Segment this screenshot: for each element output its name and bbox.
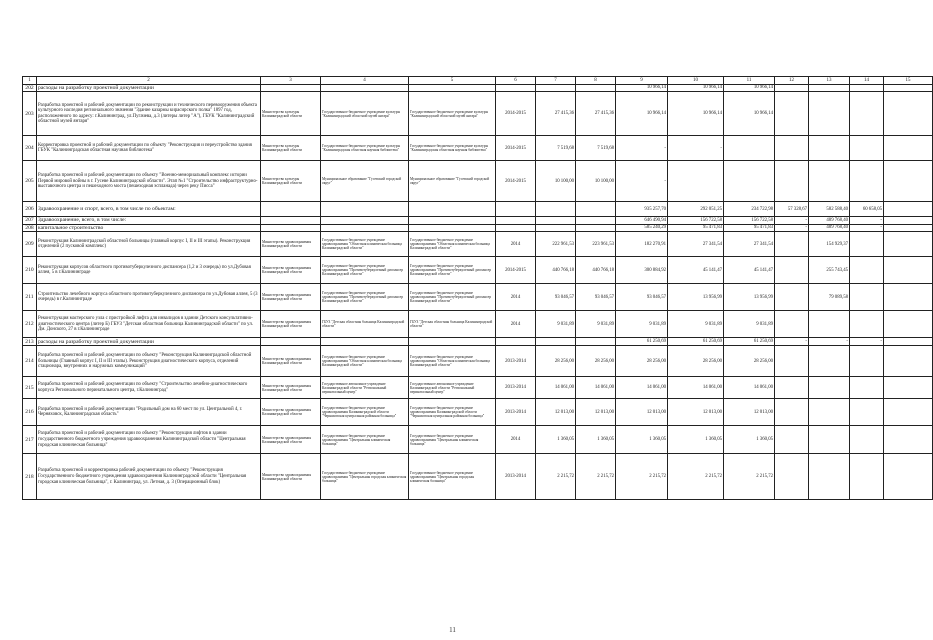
table-cell bbox=[409, 224, 496, 231]
table-cell: 2014 bbox=[496, 426, 536, 454]
table-cell: Государственное автономное учреждение Калининградской области "Региональный перинатальный центр" bbox=[409, 377, 496, 399]
table-cell bbox=[775, 257, 809, 284]
table-cell bbox=[668, 161, 724, 202]
table-cell bbox=[884, 346, 933, 377]
table-cell: 45 141,47 bbox=[724, 257, 775, 284]
table-cell: 61 250,69 bbox=[668, 338, 724, 346]
table-cell bbox=[261, 224, 321, 231]
table-cell: 12 013,00 bbox=[576, 399, 616, 426]
table-cell: 292 051,25 bbox=[668, 202, 724, 217]
table-cell bbox=[850, 92, 884, 136]
table-cell bbox=[884, 85, 933, 92]
table-cell: Государственное бюджетное учреждение здравоохранения "Центральная клиническая больница" bbox=[321, 426, 409, 454]
table-cell bbox=[536, 338, 576, 346]
table-cell bbox=[775, 377, 809, 399]
column-number-cell: 5 bbox=[409, 77, 496, 85]
column-number-cell: 3 bbox=[261, 77, 321, 85]
table-cell: 12 013,00 bbox=[536, 399, 576, 426]
table-cell: 10 966,14 bbox=[724, 85, 775, 92]
row-number-cell: 215 bbox=[23, 377, 37, 399]
table-row bbox=[23, 92, 933, 136]
table-cell: Министерство культуры Калининградской области bbox=[261, 161, 321, 202]
table-cell bbox=[884, 217, 933, 224]
table-row bbox=[23, 426, 933, 454]
table-cell: 12 013,00 bbox=[616, 399, 668, 426]
table-row bbox=[23, 346, 933, 377]
row-number-cell: 211 bbox=[23, 284, 37, 311]
table-cell: 14 061,00 bbox=[536, 377, 576, 399]
table-cell bbox=[809, 454, 850, 500]
table-cell: 585 240,29 bbox=[616, 224, 668, 231]
table-cell: ГБУЗ "Детская областная больница Калининградской области" bbox=[321, 311, 409, 338]
table-cell bbox=[409, 85, 496, 92]
table-cell: - bbox=[775, 224, 809, 231]
table-cell bbox=[809, 85, 850, 92]
table-cell: - bbox=[850, 217, 884, 224]
row-number-cell: 203 bbox=[23, 92, 37, 136]
table-cell: 60 658,05 bbox=[850, 202, 884, 217]
column-number-header-row bbox=[23, 77, 933, 85]
table-cell: 2014 bbox=[496, 232, 536, 257]
table-cell: 255 743,45 bbox=[809, 257, 850, 284]
object-name-cell: Строительство лечебного корпуса областного противотуберкулезного диспансера по ул.Дубовая аллея, 5 (3 очередь) в г.Калининграде bbox=[37, 284, 261, 311]
table-cell bbox=[850, 311, 884, 338]
table-cell bbox=[850, 232, 884, 257]
table-cell: - bbox=[809, 338, 850, 346]
table-row bbox=[23, 161, 933, 202]
table-cell bbox=[884, 284, 933, 311]
object-name-cell: Разработка проектной и рабочей документации по объекту "Строительство лечебно-диагностического корпуса Регионального перинатального центра, г.Калининград" bbox=[37, 377, 261, 399]
table-cell: Государственное бюджетное учреждение здравоохранения "Противотуберкулезный диспансер Калининградской области" bbox=[321, 284, 409, 311]
table-cell: 582 588,40 bbox=[809, 202, 850, 217]
row-number-cell: 205 bbox=[23, 161, 37, 202]
row-number-cell: 216 bbox=[23, 399, 37, 426]
table-cell bbox=[576, 217, 616, 224]
table-cell: 2014-2015 bbox=[496, 161, 536, 202]
table-cell: 12 013,00 bbox=[724, 399, 775, 426]
table-cell: Министерство культуры Калининградской области bbox=[261, 92, 321, 136]
table-cell: Министерство культуры Калининградской области bbox=[261, 136, 321, 161]
table-cell: 10 966,14 bbox=[616, 85, 668, 92]
table-cell: 93 046,57 bbox=[536, 284, 576, 311]
table-cell: Министерство здравоохранения Калининградской области bbox=[261, 257, 321, 284]
table-row bbox=[23, 224, 933, 231]
table-row bbox=[23, 338, 933, 346]
table-cell: - bbox=[616, 161, 668, 202]
table-cell bbox=[809, 161, 850, 202]
table-cell: 28 256,00 bbox=[668, 346, 724, 377]
table-cell bbox=[884, 399, 933, 426]
table-cell: 2 215,72 bbox=[536, 454, 576, 500]
object-name-cell: Разработка проектной и рабочей документации по объекту "Реконструкция Калининградской областной больницы (Главный корпус I, II и III этапы). Реконструкция диагностического корпуса, отделений стационара, внутренних и наружных коммуникаций" bbox=[37, 346, 261, 377]
table-cell bbox=[809, 399, 850, 426]
column-number-cell: 7 bbox=[536, 77, 576, 85]
table-cell: 79 089,58 bbox=[809, 284, 850, 311]
table-cell: 9 031,89 bbox=[668, 311, 724, 338]
table-cell bbox=[884, 338, 933, 346]
table-cell bbox=[775, 426, 809, 454]
object-name-cell: Разработка проектной и корректировка рабочей документации по объекту "Реконструкция Государственного бюджетного учреждения здравоохранения Калининградской области "Центральная городская клиническая больница", г. Калининград, ул. Летная, д. 3 (Операционный блок) bbox=[37, 454, 261, 500]
column-number-cell: 12 bbox=[775, 77, 809, 85]
table-cell bbox=[775, 284, 809, 311]
table-cell: Государственное бюджетное учреждение здравоохранения "Центральная городская клиническая больница" bbox=[321, 454, 409, 500]
table-cell bbox=[775, 454, 809, 500]
table-cell: 2013-2014 bbox=[496, 454, 536, 500]
column-number-cell: 6 bbox=[496, 77, 536, 85]
table-cell: Муниципальное образование "Гусевский городской округ" bbox=[321, 161, 409, 202]
table-cell: Министерство здравоохранения Калининградской области bbox=[261, 426, 321, 454]
table-cell bbox=[850, 454, 884, 500]
table-cell bbox=[775, 399, 809, 426]
table-cell: 222 961,53 bbox=[536, 232, 576, 257]
table-row bbox=[23, 311, 933, 338]
column-number-cell: 10 bbox=[668, 77, 724, 85]
table-cell: 9 031,89 bbox=[616, 311, 668, 338]
table-cell: 234 722,98 bbox=[724, 202, 775, 217]
table-cell: 182 270,91 bbox=[616, 232, 668, 257]
table-cell bbox=[775, 232, 809, 257]
table-cell: 223 961,53 bbox=[576, 232, 616, 257]
table-cell: Министерство здравоохранения Калининградской области bbox=[261, 346, 321, 377]
table-cell: 27 341,54 bbox=[724, 232, 775, 257]
table-cell bbox=[775, 85, 809, 92]
table-cell bbox=[809, 426, 850, 454]
table-cell bbox=[576, 224, 616, 231]
row-number-cell: 214 bbox=[23, 346, 37, 377]
table-cell bbox=[884, 426, 933, 454]
table-cell: 2014-2015 bbox=[496, 136, 536, 161]
object-name-cell: Здравоохранение, всего, в том числе: bbox=[37, 217, 261, 224]
column-number-cell: 9 bbox=[616, 77, 668, 85]
object-name-cell: Корректировка проектной и рабочей документации по объекту "Реконструкция и переустройство здания ГБУК "Калининградская областная научная библиотека" bbox=[37, 136, 261, 161]
table-cell bbox=[884, 377, 933, 399]
table-cell bbox=[536, 224, 576, 231]
table-cell: 2014 bbox=[496, 311, 536, 338]
table-cell: 10 966,14 bbox=[724, 92, 775, 136]
table-cell: Государственное бюджетное учреждение культуры "Калининградский областной музей янтаря" bbox=[409, 92, 496, 136]
table-cell: Государственное бюджетное учреждение здравоохранения "Противотуберкулезный диспансер Калининградской области" bbox=[409, 284, 496, 311]
table-cell: 2013-2014 bbox=[496, 346, 536, 377]
row-number-cell: 213 bbox=[23, 338, 37, 346]
table-cell bbox=[724, 136, 775, 161]
table-cell bbox=[496, 202, 536, 217]
object-name-cell: Реконструкция корпусов областного противотуберкулезного диспансера (1,2 и 3 очередь) по ул.Дубовая аллея, 5 в г.Калининграде bbox=[37, 257, 261, 284]
table-row bbox=[23, 217, 933, 224]
table-cell bbox=[496, 85, 536, 92]
table-cell bbox=[321, 85, 409, 92]
table-cell: 27 341,54 bbox=[668, 232, 724, 257]
column-number-cell: 15 bbox=[884, 77, 933, 85]
table-cell bbox=[884, 232, 933, 257]
row-number-cell: 206 bbox=[23, 202, 37, 217]
table-cell: Государственное бюджетное учреждение культуры "Калининградская областная научная библиотека" bbox=[409, 136, 496, 161]
table-cell bbox=[850, 399, 884, 426]
object-name-cell: Разработка проектной и рабочей документации по реконструкции и технического перевооружения объекта культурного наследия регионального значения "Здание казармы кирасирского полка" 1897 год, расположенного по адресу: г.Калининград, ул.Пугачева, д.3 (литеры литер "А"), ГБУК "Калининградский областной музей янтаря" bbox=[37, 92, 261, 136]
page-number: 11 bbox=[449, 626, 456, 634]
table-cell: 93 046,57 bbox=[576, 284, 616, 311]
table-cell: 27 415,36 bbox=[576, 92, 616, 136]
table-cell: 61 250,69 bbox=[724, 338, 775, 346]
table-cell: 2 215,72 bbox=[616, 454, 668, 500]
table-cell bbox=[536, 202, 576, 217]
row-number-cell: 217 bbox=[23, 426, 37, 454]
column-number-cell: 13 bbox=[809, 77, 850, 85]
table-cell bbox=[850, 426, 884, 454]
table-cell: 1 360,05 bbox=[536, 426, 576, 454]
table-cell: Государственное бюджетное учреждение здравоохранения "Центральная клиническая больница" bbox=[409, 426, 496, 454]
table-cell bbox=[261, 85, 321, 92]
row-number-cell: 207 bbox=[23, 217, 37, 224]
object-name-cell: расходы на разработку проектной документации bbox=[37, 85, 261, 92]
object-name-cell: расходы на разработку проектной документации bbox=[37, 338, 261, 346]
table-cell: Государственное бюджетное учреждение здравоохранения "Областная клиническая больница Калининградской области" bbox=[321, 232, 409, 257]
table-cell: 9 031,89 bbox=[536, 311, 576, 338]
table-cell: Министерство здравоохранения Калининградской области bbox=[261, 311, 321, 338]
table-cell: 2013-2014 bbox=[496, 377, 536, 399]
table-cell bbox=[409, 338, 496, 346]
table-cell bbox=[496, 217, 536, 224]
table-cell bbox=[850, 85, 884, 92]
table-cell: 45 141,47 bbox=[668, 257, 724, 284]
table-row bbox=[23, 257, 933, 284]
table-row bbox=[23, 136, 933, 161]
table-cell bbox=[261, 202, 321, 217]
table-cell bbox=[809, 92, 850, 136]
table-cell bbox=[884, 224, 933, 231]
table-cell: 28 256,00 bbox=[536, 346, 576, 377]
table-cell: 2 215,72 bbox=[724, 454, 775, 500]
table-cell bbox=[850, 161, 884, 202]
table-cell bbox=[576, 85, 616, 92]
object-name-cell: Разработка проектной и рабочей документации "Родильный дом на 60 мест по ул. Центральной 4, г. Черняховск, Калининградская область" bbox=[37, 399, 261, 426]
table-cell: 2014 bbox=[496, 284, 536, 311]
row-number-cell: 208 bbox=[23, 224, 37, 231]
table-cell bbox=[884, 311, 933, 338]
table-cell bbox=[321, 338, 409, 346]
table-cell bbox=[321, 202, 409, 217]
table-cell bbox=[724, 161, 775, 202]
table-cell: Министерство здравоохранения Калининградской области bbox=[261, 377, 321, 399]
table-cell: ГБУЗ "Детская областная больница Калининградской области" bbox=[409, 311, 496, 338]
table-cell: Государственное бюджетное учреждение здравоохранения "Центральная городская клиническая больница" bbox=[409, 454, 496, 500]
table-cell: 61 250,69 bbox=[616, 338, 668, 346]
table-cell: 646 490,94 bbox=[616, 217, 668, 224]
table-cell: 28 256,00 bbox=[616, 346, 668, 377]
row-number-cell: 218 bbox=[23, 454, 37, 500]
table-cell: 1 360,05 bbox=[616, 426, 668, 454]
table-cell: 14 061,00 bbox=[576, 377, 616, 399]
table-cell: 57 328,67 bbox=[775, 202, 809, 217]
table-cell: Муниципальное образование "Гусевский городской округ" bbox=[409, 161, 496, 202]
table-cell: Государственное бюджетное учреждение культуры "Калининградская областная научная библиотека" bbox=[321, 136, 409, 161]
table-cell: - bbox=[668, 136, 724, 161]
table-cell bbox=[496, 338, 536, 346]
table-cell: - bbox=[850, 338, 884, 346]
table-cell: 14 061,00 bbox=[724, 377, 775, 399]
table-cell: 9 031,89 bbox=[724, 311, 775, 338]
table-cell: 7 519,68 bbox=[536, 136, 576, 161]
table-cell bbox=[809, 346, 850, 377]
table-cell: Государственное бюджетное учреждение здравоохранения "Противотуберкулезный диспансер Калининградской области" bbox=[409, 257, 496, 284]
table-cell: 95 471,83 bbox=[668, 224, 724, 231]
table-cell: 13 956,99 bbox=[668, 284, 724, 311]
table-cell bbox=[809, 377, 850, 399]
table-cell bbox=[576, 202, 616, 217]
column-number-cell: 4 bbox=[321, 77, 409, 85]
table-cell: Государственное автономное учреждение Калининградской области "Региональный перинатальный центр" bbox=[321, 377, 409, 399]
table-cell: 7 519,68 bbox=[576, 136, 616, 161]
table-cell: 489 768,40 bbox=[809, 224, 850, 231]
table-cell: Государственное бюджетное учреждение здравоохранения "Областная клиническая больница Калининградской области" bbox=[321, 346, 409, 377]
object-name-cell: Разработка проектной и рабочей документации по объекту "Реконструкция лифтов в здании государственного бюджетного учреждения здравоохранения Калининградской области "Центральная городская клиническая больница" bbox=[37, 426, 261, 454]
table-cell bbox=[775, 311, 809, 338]
object-name-cell: Здравоохранение и спорт, всего, в том числе по объектам: bbox=[37, 202, 261, 217]
table-cell bbox=[850, 257, 884, 284]
row-number-cell: 210 bbox=[23, 257, 37, 284]
column-number-cell: 14 bbox=[850, 77, 884, 85]
table-cell: 300 884,92 bbox=[616, 257, 668, 284]
table-cell: 1 360,05 bbox=[668, 426, 724, 454]
table-cell: Государственное бюджетное учреждение культуры "Калининградский областной музей янтаря" bbox=[321, 92, 409, 136]
table-cell bbox=[884, 92, 933, 136]
table-cell: Государственное бюджетное учреждение здравоохранения Калининградской области "Черняховская центральная районная больница" bbox=[321, 399, 409, 426]
object-name-cell: Реконструкция Калининградской областной больницы (главный корпус I, II и III этапы). Реконструкция отделений (2 пусковой комплекс) bbox=[37, 232, 261, 257]
table-cell: 2 215,72 bbox=[668, 454, 724, 500]
table-row bbox=[23, 284, 933, 311]
table-cell: 2 215,72 bbox=[576, 454, 616, 500]
table-row bbox=[23, 202, 933, 217]
table-cell bbox=[775, 136, 809, 161]
table-row bbox=[23, 454, 933, 500]
table-row bbox=[23, 377, 933, 399]
table-cell: 10 966,14 bbox=[668, 85, 724, 92]
table-cell bbox=[775, 161, 809, 202]
table-cell: - bbox=[616, 136, 668, 161]
table-cell: 9 031,89 bbox=[576, 311, 616, 338]
table-cell: 2013-2014 bbox=[496, 399, 536, 426]
table-cell bbox=[775, 346, 809, 377]
table-cell: 440 766,18 bbox=[536, 257, 576, 284]
table-cell bbox=[850, 377, 884, 399]
table-cell: Министерство здравоохранения Калининградской области bbox=[261, 399, 321, 426]
table-cell bbox=[850, 284, 884, 311]
table-cell: Государственное бюджетное учреждение здравоохранения "Противотуберкулезный диспансер Калининградской области" bbox=[321, 257, 409, 284]
table-cell bbox=[884, 161, 933, 202]
row-number-cell: 202 bbox=[23, 85, 37, 92]
table-cell bbox=[884, 454, 933, 500]
table-cell: Министерство здравоохранения Калининградской области bbox=[261, 454, 321, 500]
table-cell: 154 929,37 bbox=[809, 232, 850, 257]
column-number-cell: 2 bbox=[37, 77, 261, 85]
row-number-cell: 212 bbox=[23, 311, 37, 338]
table-cell bbox=[496, 224, 536, 231]
table-cell bbox=[409, 202, 496, 217]
table-cell bbox=[850, 136, 884, 161]
table-cell: 489 768,40 bbox=[809, 217, 850, 224]
table-cell: 440 766,18 bbox=[576, 257, 616, 284]
table-cell: 27 415,36 bbox=[536, 92, 576, 136]
table-cell: Государственное бюджетное учреждение здравоохранения "Областная клиническая больница Калининградской области" bbox=[409, 346, 496, 377]
table-row bbox=[23, 399, 933, 426]
table-cell: 93 046,57 bbox=[616, 284, 668, 311]
table-cell bbox=[261, 338, 321, 346]
table-cell: 28 256,00 bbox=[576, 346, 616, 377]
table-cell bbox=[850, 346, 884, 377]
table-row bbox=[23, 232, 933, 257]
table-cell: 10 966,14 bbox=[616, 92, 668, 136]
table-cell bbox=[409, 217, 496, 224]
table-cell: 95 471,83 bbox=[724, 224, 775, 231]
table-cell: 2014-2015 bbox=[496, 92, 536, 136]
row-number-cell: 204 bbox=[23, 136, 37, 161]
table-cell: 1 360,05 bbox=[724, 426, 775, 454]
row-number-cell: 209 bbox=[23, 232, 37, 257]
table-cell bbox=[809, 136, 850, 161]
table-cell bbox=[536, 85, 576, 92]
table-cell bbox=[884, 202, 933, 217]
column-number-cell: 11 bbox=[724, 77, 775, 85]
table-cell: 10 100,00 bbox=[576, 161, 616, 202]
object-name-cell: капитальное строительство bbox=[37, 224, 261, 231]
table-cell: Государственное бюджетное учреждение здравоохранения Калининградской области "Черняховская центральная районная больница" bbox=[409, 399, 496, 426]
object-name-cell: Разработка проектной и рабочей документации по объекту "Военно-мемориальный комплекс истории Первой мировой войны в г. Гусеве Калининградской области". Этап №1 "Строительство инфраструктурно-выставочного центра и пешеходного моста (пешеходная эспланада) через реку Писса" bbox=[37, 161, 261, 202]
table-cell: 10 966,14 bbox=[668, 92, 724, 136]
table-cell bbox=[261, 217, 321, 224]
table-cell: 935 257,70 bbox=[616, 202, 668, 217]
budget-table bbox=[22, 76, 933, 500]
table-cell: - bbox=[775, 217, 809, 224]
table-cell: - bbox=[775, 338, 809, 346]
table-cell: 1 360,05 bbox=[576, 426, 616, 454]
table-cell bbox=[884, 257, 933, 284]
table-cell bbox=[536, 217, 576, 224]
table-row bbox=[23, 85, 933, 92]
table-cell: 10 100,00 bbox=[536, 161, 576, 202]
table-cell: - bbox=[850, 224, 884, 231]
table-cell bbox=[775, 92, 809, 136]
object-name-cell: Реконструкция мастерского узла с пристройкой лифта для инвалидов в здании Детского консультативно-диагностического центра (литер Б) ГБУЗ "Детская областная больница Калининградской области" по ул. Дм. Донского, 27 в г.Калининграде bbox=[37, 311, 261, 338]
table-cell: 156 722,58 bbox=[668, 217, 724, 224]
table-cell bbox=[321, 224, 409, 231]
table-cell: 156 722,58 bbox=[724, 217, 775, 224]
table-cell bbox=[809, 311, 850, 338]
table-cell: 14 061,00 bbox=[616, 377, 668, 399]
table-cell: 12 013,00 bbox=[668, 399, 724, 426]
column-number-cell: 8 bbox=[576, 77, 616, 85]
table-cell bbox=[321, 217, 409, 224]
table-cell bbox=[884, 136, 933, 161]
table-cell: Государственное бюджетное учреждение здравоохранения "Областная клиническая больница Калининградской области" bbox=[409, 232, 496, 257]
table-cell: Министерство здравоохранения Калининградской области bbox=[261, 284, 321, 311]
table-cell: 13 956,99 bbox=[724, 284, 775, 311]
table-cell: 2014-2015 bbox=[496, 257, 536, 284]
table-cell bbox=[576, 338, 616, 346]
table-cell: 28 256,00 bbox=[724, 346, 775, 377]
column-number-cell: 1 bbox=[23, 77, 37, 85]
table-cell: 14 061,00 bbox=[668, 377, 724, 399]
table-cell: Министерство здравоохранения Калининградской области bbox=[261, 232, 321, 257]
